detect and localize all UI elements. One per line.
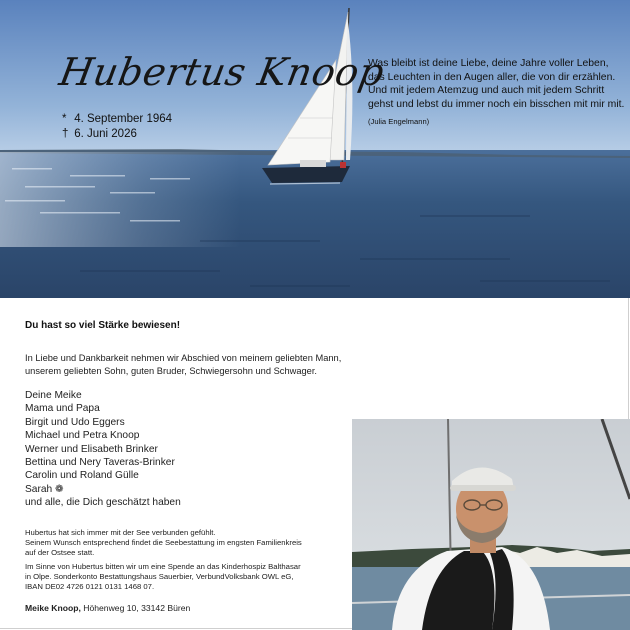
header-photo <box>0 0 630 298</box>
mourner-item: Mama und Papa <box>25 403 100 415</box>
mourner-item: Michael und Petra Knoop <box>25 430 140 442</box>
notice-line: Seinem Wunsch entsprechend findet die Seebestattung im engsten Familienkreis <box>25 538 302 548</box>
poem-line: gehst und lebst du immer noch ein bisschen mit mir mit. <box>368 98 625 110</box>
memorial-poem <box>368 57 630 129</box>
intro-line: unserem geliebten Sohn, guten Bruder, Schwiegersohn und Schwager. <box>25 365 318 376</box>
notice-line: IBAN DE02 4726 0121 0131 1468 07. <box>25 582 155 592</box>
notice-line: Hubertus hat sich immer mit der See verbunden gefühlt. <box>25 528 216 537</box>
signature-address: Höhenweg 10, 33142 Büren <box>83 603 191 613</box>
notice-line: in Olpe. Sonderkonto Bestattungshaus Sauerbier, VerbundVolksbank OWL eG, <box>25 572 294 582</box>
mourner-item: und alle, die Dich geschätzt haben <box>25 497 181 509</box>
death-date: 6. Juni 2026 <box>74 128 137 140</box>
signature <box>25 603 190 613</box>
deceased-name: Hubertus Knoop <box>56 50 388 94</box>
death-cross-icon: † <box>62 128 69 140</box>
mourner-item: Birgit und Udo Eggers <box>25 416 125 428</box>
birth-star-icon: * <box>62 113 67 125</box>
signature-name: Meike Knoop, <box>25 603 81 613</box>
mourner-item: Bettina und Nery Taveras-Brinker <box>25 457 175 469</box>
poem-line: das Leuchten in den Augen aller, die von dir erzählen. <box>368 71 616 83</box>
mourners-list <box>25 389 181 510</box>
life-dates <box>62 112 172 142</box>
portrait-photo <box>352 419 630 630</box>
poem-author: (Julia Engelmann) <box>368 117 430 127</box>
notice-line: auf der Ostsee statt. <box>25 548 95 558</box>
burial-notice <box>25 528 345 559</box>
death-date-row <box>62 127 172 142</box>
headline: Du hast so viel Stärke bewiesen! <box>25 320 181 331</box>
notice-line: Im Sinne von Hubertus bitten wir um eine Spende an das Kinderhospiz Balthasar <box>25 562 301 571</box>
donation-notice <box>25 562 345 593</box>
farewell-intro <box>25 352 365 377</box>
man-on-sailboat-image <box>352 419 630 630</box>
mourner-item: Deine Meike <box>25 390 82 401</box>
mourner-item: Sarah ❁ <box>25 483 64 495</box>
sailboat-sea-image <box>0 0 630 298</box>
poem-line: Und mit jedem Atemzug und auch mit jedem Schritt <box>368 85 605 97</box>
birth-date: 4. September 1964 <box>74 113 173 125</box>
mourner-item: Carolin und Roland Gülle <box>25 470 139 482</box>
poem-line: Was bleibt ist deine Liebe, deine Jahre voller Leben, <box>368 58 609 69</box>
mourner-item: Werner und Elisabeth Brinker <box>25 443 158 455</box>
birth-date-row <box>62 112 172 127</box>
intro-line: In Liebe und Dankbarkeit nehmen wir Abschied von meinem geliebten Mann, <box>25 353 342 363</box>
